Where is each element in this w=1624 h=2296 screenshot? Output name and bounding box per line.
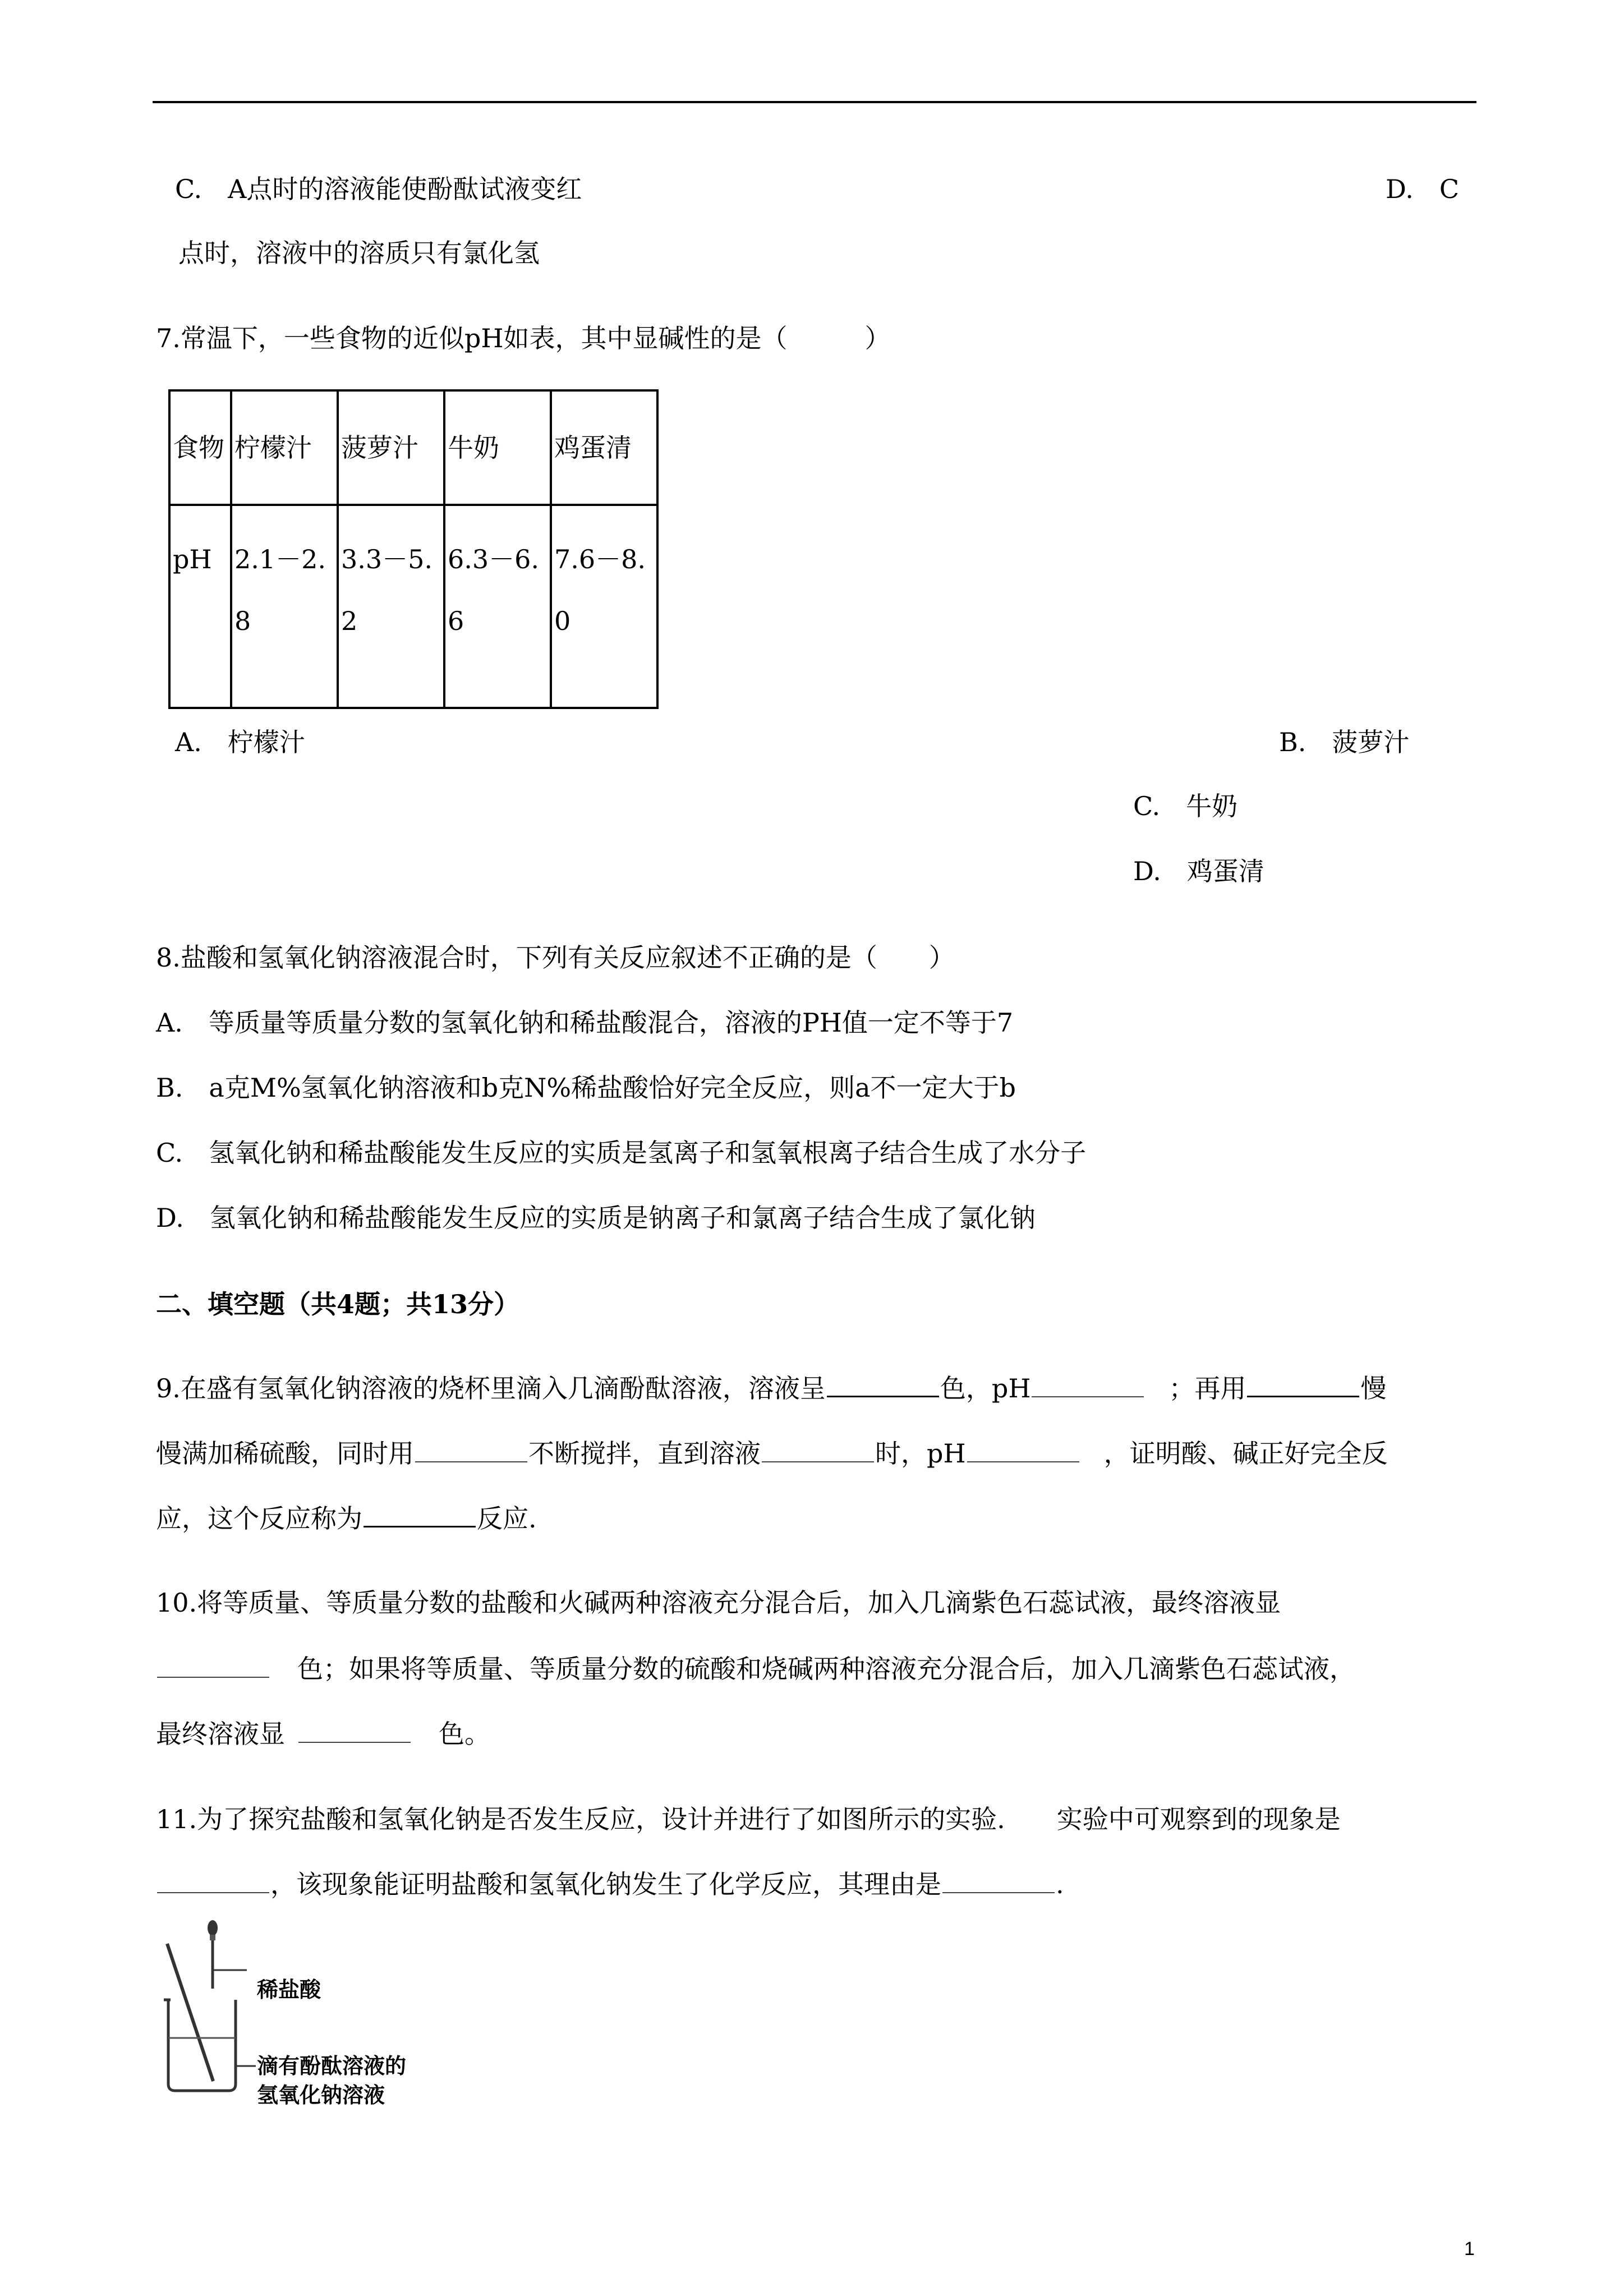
ph-table — [168, 389, 659, 709]
q9-text: 应，这个反应称为 — [156, 1503, 362, 1534]
q9-text: 色，pH — [940, 1373, 1031, 1404]
table-cell: 牛奶 — [444, 390, 551, 505]
q6-option-d: D. C — [1386, 174, 1460, 204]
q8-option-a: A. 等质量等质量分数的氢氧化钠和稀盐酸混合，溶液的PH值一定不等于7 — [156, 1007, 1014, 1038]
q10-line-3 — [156, 1721, 490, 1747]
table-cell: 3.3－5.2 — [338, 505, 444, 708]
q11-line-1: 11.为了探究盐酸和氢氧化钠是否发生反应，设计并进行了如图所示的实验. 实验中可观察到的现象是 — [156, 1804, 1341, 1834]
answer-blank[interactable] — [298, 1742, 411, 1743]
q9-text: ；再用 — [1168, 1373, 1246, 1404]
q8-option-c: C. 氢氧化钠和稀盐酸能发生反应的实质是氢离子和氢氧根离子结合生成了水分子 — [156, 1138, 1087, 1168]
glass-rod — [167, 1944, 213, 2081]
answer-blank[interactable] — [1247, 1396, 1359, 1397]
section-title: 二、填空题（共4题；共13分） — [156, 1289, 520, 1319]
table-cell: 2.1－2.8 — [231, 505, 338, 708]
q6-option-d-continuation: 点时，溶液中的溶质只有氯化氢 — [178, 238, 540, 268]
table-cell: 菠萝汁 — [338, 390, 444, 505]
answer-blank[interactable] — [364, 1526, 476, 1527]
q7-stem: 7.常温下，一些食物的近似pH如表，其中显碱性的是（ ） — [156, 323, 891, 353]
table-cell: 7.6－8.0 — [551, 505, 657, 708]
q10-text: 最终溶液显 — [156, 1719, 285, 1749]
q9-text: 不断搅拌，直到溶液 — [528, 1438, 761, 1469]
q8-stem: 8.盐酸和氢氧化钠溶液混合时，下列有关反应叙述不正确的是（ ） — [156, 942, 955, 973]
table-cell: 6.3－6.6 — [444, 505, 551, 708]
q7-option-a: A. 柠檬汁 — [175, 727, 305, 757]
table-cell: 鸡蛋清 — [551, 390, 657, 505]
q9-text: 慢满加稀硫酸，同时用 — [156, 1438, 414, 1469]
q10-line-2 — [156, 1656, 1355, 1682]
q11-line-2 — [156, 1871, 1064, 1897]
figure-label-acid: 稀盐酸 — [257, 1977, 321, 2002]
q7-option-d: D. 鸡蛋清 — [1133, 856, 1264, 886]
q10-text: 色；如果将等质量、等质量分数的硫酸和烧碱两种溶液充分混合后，加入几滴紫色石蕊试液， — [297, 1654, 1355, 1684]
table-cell: pH — [169, 505, 231, 708]
q9-text: 9.在盛有氢氧化钠溶液的烧杯里滴入几滴酚酞溶液，溶液呈 — [156, 1373, 826, 1404]
figure-label-solution: 滴有酚酞溶液的 — [257, 2054, 407, 2078]
q9-text: 时，pH — [875, 1438, 966, 1469]
q9-line-2 — [156, 1438, 1388, 1469]
answer-blank[interactable] — [942, 1892, 1055, 1893]
q8-option-d: D. 氢氧化钠和稀盐酸能发生反应的实质是钠离子和氯离子结合生成了氯化钠 — [156, 1203, 1036, 1233]
q9-text: 反应. — [477, 1503, 537, 1534]
beaker-figure — [157, 1904, 269, 2095]
q10-line-1: 10.将等质量、等质量分数的盐酸和火碱两种溶液充分混合后，加入几滴紫色石蕊试液，最终溶液显 — [156, 1588, 1281, 1618]
table-cell: 柠檬汁 — [231, 390, 338, 505]
page-number: 1 — [1464, 2238, 1475, 2260]
answer-blank[interactable] — [827, 1396, 939, 1397]
q8-option-b: B. a克M%氢氧化钠溶液和b克N%稀盐酸恰好完全反应，则a不一定大于b — [156, 1073, 1016, 1103]
answer-blank[interactable] — [1032, 1396, 1144, 1397]
dropper-neck — [210, 1935, 215, 1940]
answer-blank[interactable] — [157, 1677, 269, 1678]
q10-text: 色。 — [439, 1719, 490, 1749]
q7-option-b: B. 菠萝汁 — [1279, 727, 1410, 757]
q9-text: ，证明酸、碱正好完全反 — [1103, 1438, 1388, 1469]
table-row — [169, 505, 657, 708]
q6-option-c: C. A点时的溶液能使酚酞试液变红 — [175, 174, 582, 204]
header-rule — [153, 101, 1476, 103]
table-row — [169, 390, 657, 505]
q9-text: 慢 — [1360, 1373, 1387, 1404]
q11-text: ，该现象能证明盐酸和氢氧化钠发生了化学反应，其理由是 — [270, 1869, 941, 1899]
answer-blank[interactable] — [157, 1892, 269, 1893]
answer-blank[interactable] — [415, 1461, 527, 1462]
answer-blank[interactable] — [762, 1461, 874, 1462]
q9-line-3 — [156, 1503, 537, 1534]
q11-text: . — [1056, 1869, 1064, 1899]
answer-blank[interactable] — [967, 1461, 1079, 1462]
table-cell: 食物 — [169, 390, 231, 505]
dropper-bulb — [208, 1920, 218, 1936]
q9-line-1 — [156, 1373, 1387, 1404]
q7-option-c: C. 牛奶 — [1133, 791, 1238, 821]
figure-label-solution: 氢氧化钠溶液 — [257, 2083, 385, 2108]
